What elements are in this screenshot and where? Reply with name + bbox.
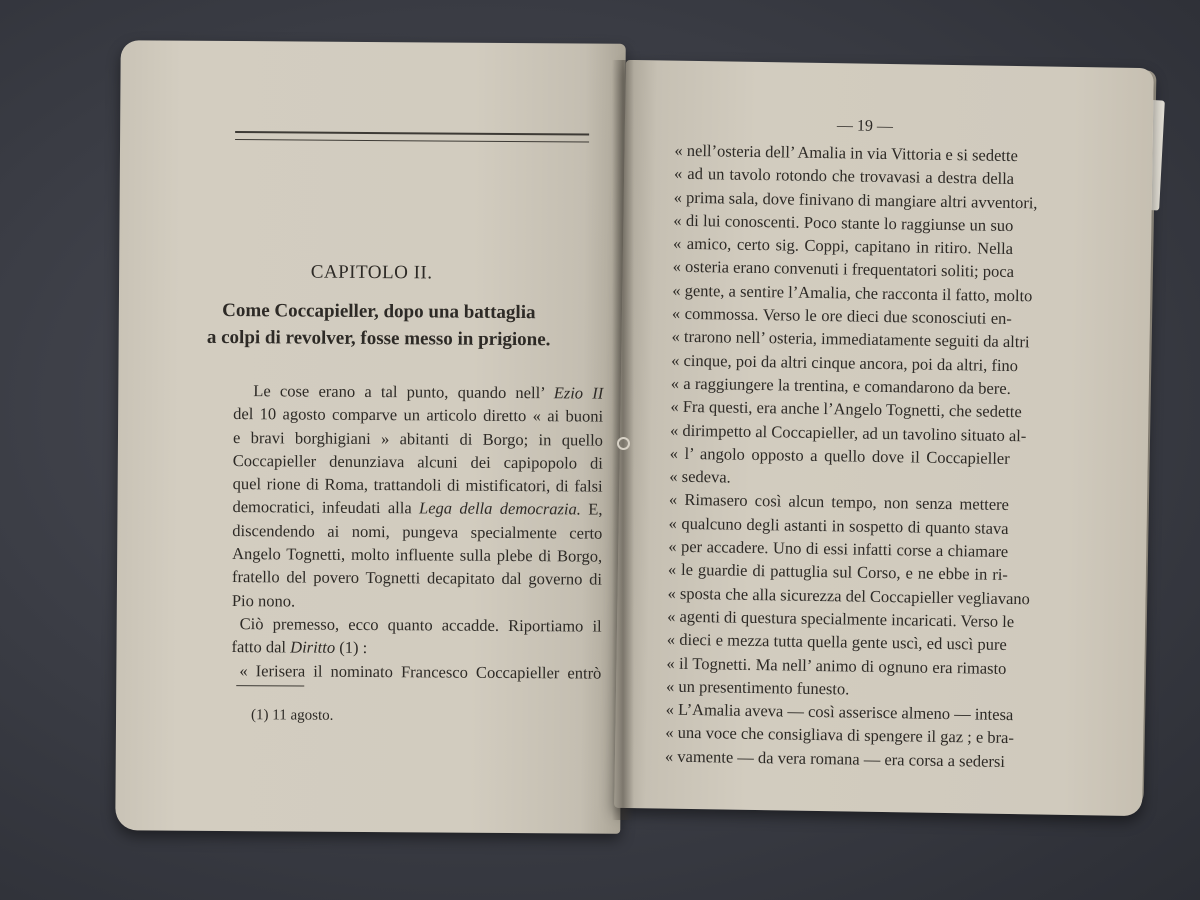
text-line: « Fra questi, era anche l’Angelo Tognetti, che sedette	[670, 396, 1022, 422]
text-line: « di lui conoscenti. Poco stante lo raggiunse un suo	[673, 210, 1014, 235]
text-line: « commossa. Verso le ore dieci due sconosciuti en-	[671, 303, 1013, 329]
text-line: « una voce che consigliava di spengere il gaz ; e bra-	[665, 723, 1015, 748]
text-line: « gente, a sentire l’Amalia, che racconta il fatto, molto	[672, 280, 1033, 306]
footnote-rule	[236, 685, 304, 686]
text-line: discendendo ai nomi, pungeva specialmente certo	[232, 520, 603, 543]
chapter-heading: CAPITOLO II.	[310, 261, 433, 284]
text-line: Pio nono.	[231, 590, 296, 611]
text-line: « nell’osteria dell’ Amalia in via Vittoria e si sedette	[674, 140, 1019, 166]
text-line: Le cose erano a tal punto, quando nell’ Ezio II	[253, 381, 604, 403]
text-line: « L’Amalia aveva — così asserisce almeno — intesa	[665, 699, 1014, 725]
text-line: « vamente — da vera romana — era corsa a sedersi	[664, 746, 1006, 771]
text-line: « le guardie di pattuglia sul Corso, e ne ebbe in ri-	[667, 559, 1009, 585]
text-line: del 10 agosto comparve un articolo diretto « ai buoni	[233, 404, 604, 426]
text-line: « osteria erano convenuti i frequentatori soliti; poca	[672, 257, 1015, 282]
text-line: quel rione di Roma, trattandoli di mistificatori, di falsi	[232, 474, 603, 496]
text-line: « ad un tavolo rotondo che trovavasi a destra della	[673, 163, 1015, 189]
text-line: Coccapieller denunziava alcuni dei capipopolo di	[232, 450, 603, 473]
left-page	[115, 40, 626, 834]
text-line: « amico, certo sig. Coppi, capitano in ritiro. Nella	[672, 233, 1014, 259]
text-line: « dieci e mezza tutta quella gente uscì, ed uscì pure	[666, 629, 1007, 655]
text-line: « qualcuno degli astanti in sospetto di quanto stava	[668, 513, 1009, 538]
text-line: « sedeva.	[669, 466, 731, 487]
text-line: fatto dal Diritto (1) :	[231, 637, 368, 658]
subtitle-line: Come Coccapieller, dopo una battaglia	[222, 299, 536, 324]
text-line: Angelo Tognetti, molto influente sulla plebe di Borgo,	[232, 544, 603, 566]
left-body-text	[231, 379, 603, 684]
text-line: « per accadere. Uno di essi infatti corse a chiamare	[668, 536, 1009, 562]
footnote: (1) 11 agosto.	[250, 707, 334, 724]
subtitle-line: a colpi di revolver, fosse messo in prigione.	[206, 326, 551, 351]
text-line: democratici, infeudati alla Lega della democrazia. E,	[232, 497, 603, 520]
text-line: « prima sala, dove finivano di mangiare altri avventori,	[673, 187, 1038, 212]
text-line: e bravi borghigiani » abitanti di Borgo; in quello	[232, 427, 604, 450]
text-line: « un presentimento funesto.	[665, 676, 850, 699]
text-line: « l’ angolo opposto a quello dove il Coccapieller	[669, 443, 1010, 468]
chapter-subtitle	[179, 297, 579, 354]
text-line: « Ierisera il nominato Francesco Coccapieller entrò	[239, 660, 602, 683]
header-double-rule	[235, 131, 589, 142]
text-line: « a raggiungere la trentina, e comandarono da bere.	[670, 373, 1011, 398]
text-line: « il Tognetti. Ma nell’ animo di ognuno era rimasto	[666, 653, 1007, 678]
text-line: fratello del povero Tognetti decapitato dal governo di	[231, 567, 603, 589]
right-body-text	[664, 139, 1038, 773]
text-line: « trarono nell’ osteria, immediatamente seguiti da altri	[671, 327, 1030, 352]
text-line: « agenti di questura specialmente incaricati. Verso le	[667, 606, 1015, 632]
text-line: Ciò premesso, ecco quanto accadde. Riportiamo il	[239, 614, 602, 636]
text-line: « sposta che alla sicurezza del Coccapieller vegliavano	[667, 583, 1031, 608]
text-line: « cinque, poi da altri cinque ancora, poi da altri, fino	[671, 350, 1019, 375]
binding-stitch	[617, 437, 630, 450]
text-line: « Rimasero così alcun tempo, non senza mettere	[668, 490, 1010, 515]
right-page	[614, 60, 1154, 816]
text-line: « dirimpetto al Coccapieller, ad un tavolino situato al-	[669, 420, 1027, 445]
page-number: — 19 —	[836, 117, 894, 136]
